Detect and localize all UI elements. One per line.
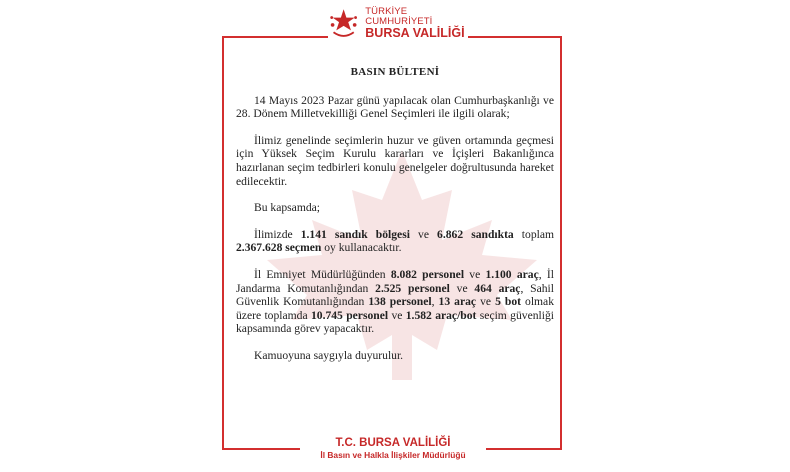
- text-fragment: seçim güvenliği kapsamında görev yapacaktır.: [236, 308, 554, 336]
- text-fragment: ,: [431, 295, 439, 309]
- red-star-emblem-icon: [328, 5, 359, 43]
- text-fragment: ve: [449, 281, 475, 295]
- bold-fragment: 2.367.628 seçmen: [236, 241, 322, 255]
- paragraph-scope: Bu kapsamda;: [254, 201, 321, 215]
- text-fragment: ve: [464, 267, 486, 281]
- bold-fragment: 1.100 araç: [485, 267, 539, 281]
- paragraph-closing: Kamuoyuna saygıyla duyurulur.: [254, 348, 404, 362]
- text-fragment: ve: [409, 227, 438, 241]
- bold-fragment: 1.141 sandık bölgesi: [300, 227, 410, 241]
- bold-fragment: 13 araç: [438, 295, 477, 309]
- text-fragment: İlimizde: [254, 227, 301, 241]
- paragraph-intro: 14 Mayıs 2023 Pazar günü yapılacak olan Cumhurbaşkanlığı ve 28. Dönem Milletvekilliği Genel Seçimleri ile ilgili olarak;: [236, 93, 554, 121]
- header: [328, 4, 468, 44]
- footer-subtitle: İl Basın ve Halkla İlişkiler Müdürlüğü: [320, 450, 466, 460]
- paragraph-voters: [236, 228, 554, 255]
- bold-fragment: 6.862 sandıkta: [437, 227, 514, 241]
- text-fragment: ve: [476, 295, 496, 309]
- bold-fragment: 138 personel: [368, 295, 432, 309]
- country-label: TÜRKİYE CUMHURİYETİ: [365, 6, 433, 28]
- bold-fragment: 2.525 personel: [375, 281, 450, 295]
- bold-fragment: 10.745 personel: [310, 308, 389, 322]
- text-fragment: oy kullanacaktır.: [321, 241, 402, 255]
- paragraph-security: [236, 268, 554, 336]
- text-fragment: , Sahil Güvenlik Komutanlığından: [236, 281, 554, 309]
- text-fragment: ve: [388, 308, 406, 322]
- document-body: [236, 60, 554, 376]
- office-label: BURSA VALİLİĞİ: [365, 26, 465, 41]
- bold-fragment: 5 bot: [495, 295, 521, 309]
- text-fragment: olmak üzere toplamda: [236, 295, 555, 322]
- header-text: [365, 7, 468, 40]
- footer: [300, 436, 486, 466]
- text-fragment: , İl Jandarma Komutanlığından: [236, 267, 554, 295]
- text-fragment: toplam: [513, 227, 555, 241]
- footer-title: T.C. BURSA VALİLİĞİ: [335, 437, 451, 449]
- bold-fragment: 1.582 araç/bot: [405, 308, 477, 322]
- bold-fragment: 464 araç: [474, 281, 521, 295]
- paragraph-measures: İlimiz genelinde seçimlerin huzur ve güven ortamında geçmesi için Yüksek Seçim Kurulu kararları ve İçişleri Bakanlığınca hazırlanan seçim tedbirleri konulu genelgeler doğrultusunda hareket edilecektir.: [236, 133, 554, 188]
- text-fragment: İl Emniyet Müdürlüğünden: [254, 267, 391, 281]
- bold-fragment: 8.082 personel: [390, 267, 465, 281]
- document-title: BASIN BÜLTENİ: [350, 66, 440, 78]
